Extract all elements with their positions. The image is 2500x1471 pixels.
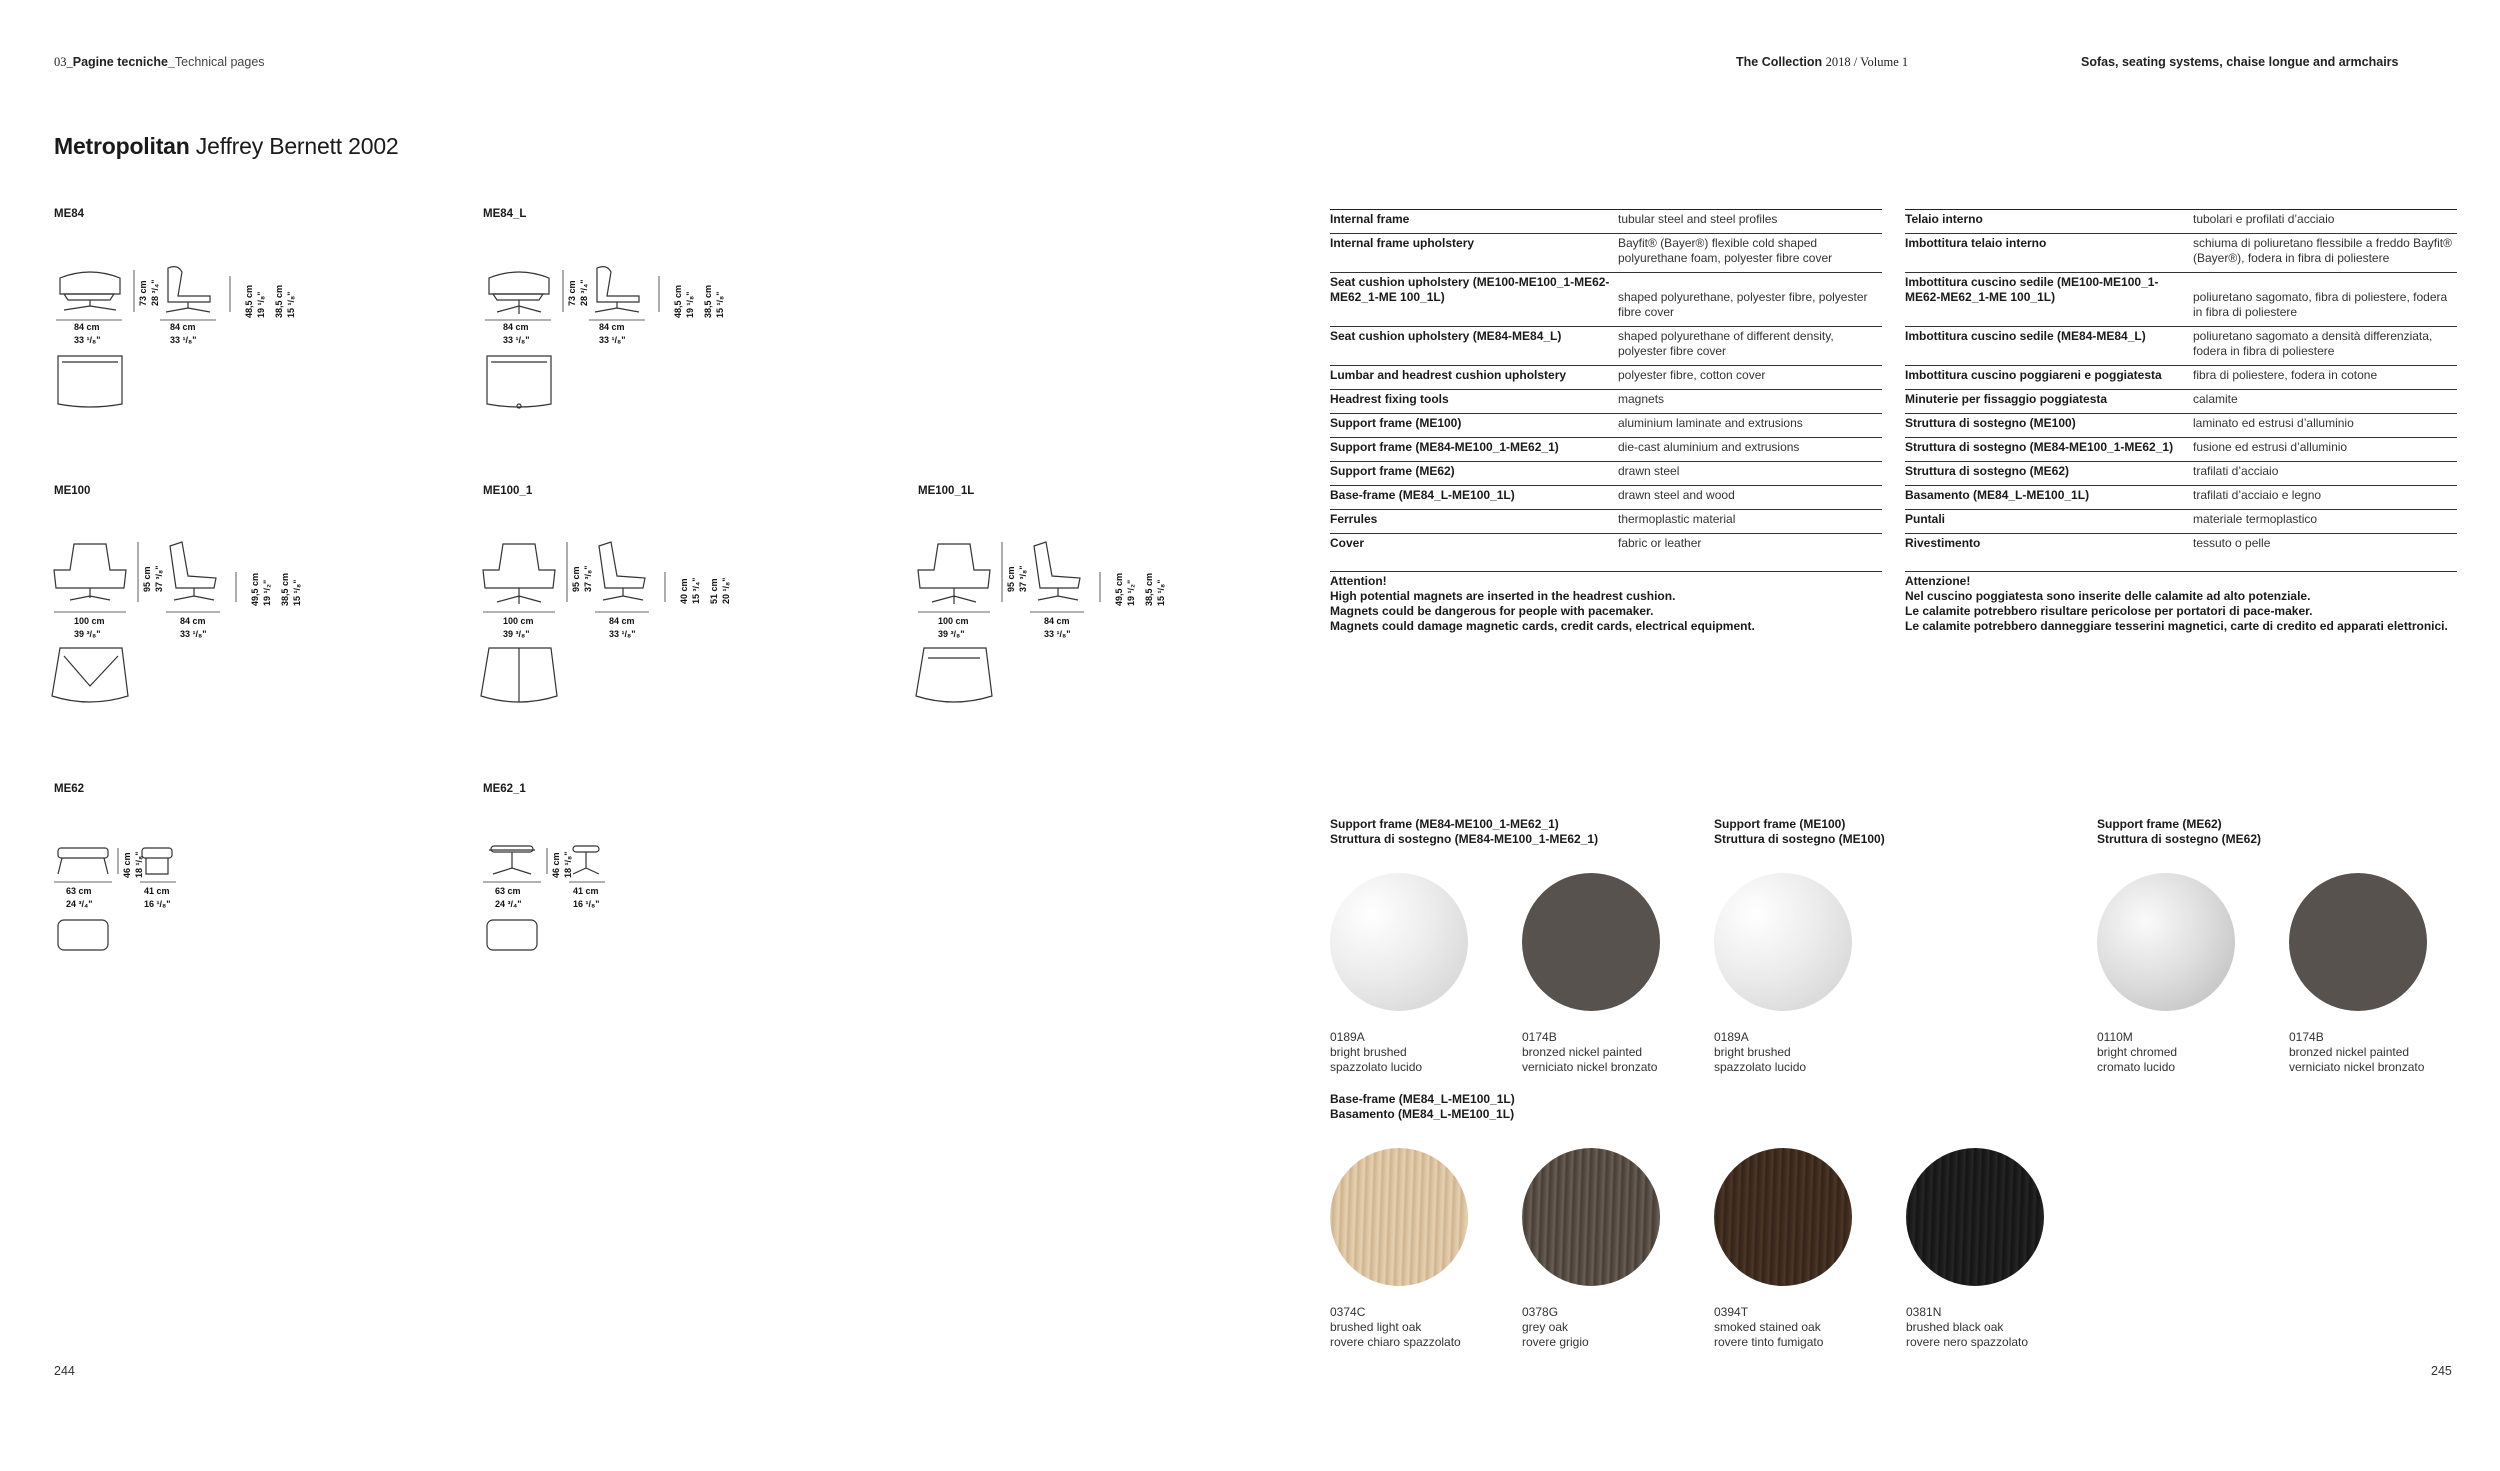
section-title: Pagine tecniche_ [72, 55, 175, 69]
swatch-name-it: rovere tinto fumigato [1714, 1335, 1824, 1349]
spec-key: Puntali [1905, 512, 1946, 526]
dim-arm-in: 15 ¹/₈" [715, 291, 725, 318]
dim-width-in: 24 ³/₄" [495, 899, 522, 909]
drawing-me100 [50, 536, 330, 716]
dim-height-in: 28 ³/₄" [579, 279, 589, 306]
dim-depth-in: 33 ¹/₈" [1044, 629, 1071, 639]
spec-row [1905, 485, 2457, 509]
magnet-warning-en [1330, 571, 1882, 634]
header-category [2081, 55, 2399, 69]
finish-swatch [1330, 873, 1510, 1075]
finish-group-title-it: Struttura di sostegno (ME62) [2097, 832, 2262, 846]
spec-value: laminato ed estrusi d’alluminio [2193, 416, 2354, 430]
swatch-label [1714, 1305, 1894, 1350]
dim-height: 95 cm [1006, 566, 1016, 592]
dim-width: 100 cm [503, 616, 534, 626]
swatch-code: 0110M [2097, 1030, 2133, 1044]
swatch-circle [2097, 873, 2235, 1011]
spec-row [1330, 413, 1882, 437]
product-designer: Jeffrey Bernett 2002 [195, 133, 399, 159]
spec-key: Imbottitura cuscino sedile (ME84-ME84_L) [1905, 329, 2146, 343]
dim-height: 95 cm [571, 566, 581, 592]
section-subtitle: Technical pages [174, 55, 265, 69]
spec-row [1330, 485, 1882, 509]
spec-row [1905, 326, 2457, 365]
spec-value: trafilati d’acciaio [2193, 464, 2279, 478]
spec-row [1330, 509, 1882, 533]
spec-value: calamite [2193, 392, 2238, 406]
spec-key: Struttura di sostegno (ME100) [1905, 416, 2076, 430]
dim-seat-in: 19 ¹/₂" [262, 579, 272, 606]
dim-height-in: 18 ¹/₈" [134, 851, 144, 878]
page-number-left: 244 [54, 1364, 75, 1378]
dim-seat: 40 cm [679, 578, 689, 604]
model-code-me84: ME84 [54, 208, 85, 220]
dim-arm-in: 15 ¹/₈" [292, 579, 302, 606]
dim-width-in: 33 ¹/₈" [503, 335, 530, 345]
swatch-name-en: bronzed nickel painted [1522, 1045, 1643, 1059]
spec-value: fibra di poliestere, fodera in cotone [2193, 368, 2378, 382]
dim-depth-in: 16 ¹/₈" [144, 899, 171, 909]
spec-value: drawn steel [1618, 464, 1680, 478]
spec-value: fabric or leather [1618, 536, 1702, 550]
finish-group-title [2097, 817, 2261, 847]
spec-key: Struttura di sostegno (ME84-ME100_1-ME62_1) [1905, 440, 2174, 454]
finish-group-title [1330, 1092, 1515, 1122]
swatch-code: 0381N [1906, 1305, 1942, 1319]
swatch-code: 0174B [2289, 1030, 2324, 1044]
drawing-me84 [50, 256, 320, 416]
swatch-code: 0394T [1714, 1305, 1749, 1319]
dim-arm-in: 15 ¹/₈" [1156, 579, 1166, 606]
spec-value: drawn steel and wood [1618, 488, 1735, 502]
finish-group-title-it: Struttura di sostegno (ME100) [1714, 832, 1885, 846]
dim-width-in: 39 ³/₈" [74, 629, 101, 639]
section-number: 03_ [54, 55, 73, 69]
swatch-label [1330, 1030, 1510, 1075]
warning-line: Le calamite potrebbero danneggiare tesserini magnetici, carte di credito ed apparati elettronici. [1905, 619, 2448, 633]
swatch-circle [1330, 873, 1468, 1011]
spec-key: Base-frame (ME84_L-ME100_1L) [1330, 488, 1515, 502]
warning-line: High potential magnets are inserted in the headrest cushion. [1330, 589, 1676, 603]
dim-depth: 84 cm [170, 322, 196, 332]
dim-height: 73 cm [567, 280, 577, 306]
dim-height: 46 cm [122, 852, 132, 878]
swatch-circle [2289, 873, 2427, 1011]
swatch-code: 0189A [1714, 1030, 1749, 1044]
spec-value: die-cast aluminium and extrusions [1618, 440, 1800, 454]
dim-width-in: 39 ³/₈" [938, 629, 965, 639]
swatch-label [1906, 1305, 2086, 1350]
swatch-label [1714, 1030, 1894, 1075]
spec-row [1330, 272, 1882, 326]
swatch-name-it: verniciato nickel bronzato [1522, 1060, 1658, 1074]
dim-width: 100 cm [74, 616, 105, 626]
spec-table-en [1330, 209, 1882, 634]
swatch-circle [1330, 1148, 1468, 1286]
magnet-warning-it [1905, 571, 2457, 634]
swatch-name-en: brushed light oak [1330, 1320, 1422, 1334]
model-code-me84-l: ME84_L [483, 208, 527, 220]
dim-height: 46 cm [551, 852, 561, 878]
spec-row [1330, 533, 1882, 571]
spec-row [1330, 365, 1882, 389]
swatch-name-it: rovere grigio [1522, 1335, 1589, 1349]
dim-seat: 49,5 cm [250, 572, 260, 606]
swatch-circle [1522, 873, 1660, 1011]
dim-height-in: 28 ³/₄" [150, 279, 160, 306]
model-code-me100-1: ME100_1 [483, 485, 533, 497]
spec-key: Seat cushion upholstery (ME84-ME84_L) [1330, 329, 1562, 343]
dim-arm-in: 15 ¹/₈" [286, 291, 296, 318]
spec-key: Ferrules [1330, 512, 1378, 526]
dim-depth-in: 33 ¹/₈" [609, 629, 636, 639]
spec-value: schiuma di poliuretano flessibile a freddo Bayfit® (Bayer®), fodera in fibra di poliestere [2193, 236, 2452, 265]
swatch-name-en: bright brushed [1330, 1045, 1407, 1059]
dim-width: 63 cm [495, 886, 521, 896]
dim-width-in: 33 ¹/₈" [74, 335, 101, 345]
spec-row [1905, 437, 2457, 461]
spec-key: Imbottitura cuscino poggiareni e poggiatesta [1905, 368, 2162, 382]
dim-depth: 84 cm [599, 322, 625, 332]
dim-arm: 38,5 cm [274, 284, 284, 318]
spec-key: Support frame (ME62) [1330, 464, 1455, 478]
dim-height: 73 cm [138, 280, 148, 306]
finish-group-title-en: Support frame (ME100) [1714, 817, 1846, 831]
spec-key: Seat cushion upholstery (ME100-ME100_1-ME62-ME62_1-ME 100_1L) [1330, 275, 1610, 304]
finish-swatch [1714, 873, 1894, 1075]
dim-depth-in: 16 ¹/₈" [573, 899, 600, 909]
dim-seat-in: 19 ¹/₈" [685, 291, 695, 318]
swatch-name-en: smoked stained oak [1714, 1320, 1821, 1334]
spec-key: Support frame (ME100) [1330, 416, 1462, 430]
dim-seat-in: 19 ¹/₂" [1126, 579, 1136, 606]
dim-seat-in: 15 ³/₄" [691, 577, 701, 604]
dim-height: 95 cm [142, 566, 152, 592]
spec-value: shaped polyurethane, polyester fibre, polyester fibre cover [1618, 290, 1868, 319]
dim-width: 84 cm [503, 322, 529, 332]
spec-value: poliuretano sagomato a densità differenziata, fodera in fibra di poliestere [2193, 329, 2433, 358]
spec-value: aluminium laminate and extrusions [1618, 416, 1803, 430]
dim-depth: 84 cm [180, 616, 206, 626]
page-number-right: 245 [2431, 1364, 2452, 1378]
finish-swatch [1522, 873, 1702, 1075]
swatch-name-it: rovere nero spazzolato [1906, 1335, 2029, 1349]
warning-line: Le calamite potrebbero risultare pericolose per portatori di pace-maker. [1905, 604, 2313, 618]
dim-depth: 84 cm [609, 616, 635, 626]
spec-value: fusione ed estrusi d’alluminio [2193, 440, 2348, 454]
spec-row [1905, 365, 2457, 389]
spec-key: Imbottitura cuscino sedile (ME100-ME100_1-ME62-ME62_1-ME 100_1L) [1905, 275, 2159, 304]
swatch-circle [1906, 1148, 2044, 1286]
spec-row [1905, 509, 2457, 533]
dim-depth: 41 cm [144, 886, 170, 896]
spec-value: poliuretano sagomato, fibra di poliestere, fodera in fibra di poliestere [2193, 290, 2448, 319]
finish-group-title-it: Basamento (ME84_L-ME100_1L) [1330, 1107, 1515, 1121]
spec-row [1330, 389, 1882, 413]
drawing-me62 [52, 840, 252, 960]
swatch-name-en: bronzed nickel painted [2289, 1045, 2410, 1059]
dim-seat: 48,5 cm [244, 284, 254, 318]
warning-title: Attenzione! [1905, 574, 1971, 588]
swatch-code: 0374C [1330, 1305, 1366, 1319]
dim-seat: 49,5 cm [1114, 572, 1124, 606]
spec-key: Internal frame upholstery [1330, 236, 1475, 250]
drawing-me62-1 [481, 840, 681, 960]
spec-table-it [1905, 209, 2457, 634]
spec-value: thermoplastic material [1618, 512, 1736, 526]
spec-value: Bayfit® (Bayer®) flexible cold shaped polyurethane foam, polyester fibre cover [1618, 236, 1833, 265]
drawing-me100-1 [479, 536, 759, 716]
spec-key: Support frame (ME84-ME100_1-ME62_1) [1330, 440, 1559, 454]
swatch-code: 0378G [1522, 1305, 1559, 1319]
finish-group-title-en: Base-frame (ME84_L-ME100_1L) [1330, 1092, 1515, 1106]
dim-height-in: 37 ³/₈" [154, 565, 164, 592]
spec-key: Headrest fixing tools [1330, 392, 1449, 406]
spec-row [1330, 437, 1882, 461]
spec-row [1905, 533, 2457, 571]
dim-width-in: 39 ³/₈" [503, 629, 530, 639]
dim-width-in: 24 ³/₄" [66, 899, 93, 909]
category-label: Sofas, seating systems, chaise longue and armchairs [2081, 55, 2399, 69]
spec-row [1330, 326, 1882, 365]
spec-value: materiale termoplastico [2193, 512, 2318, 526]
spec-key: Imbottitura telaio interno [1905, 236, 2047, 250]
header-section [54, 55, 265, 70]
dim-height-in: 37 ³/₈" [1018, 565, 1028, 592]
model-code-me100: ME100 [54, 485, 91, 497]
swatch-name-it: spazzolato lucido [1714, 1060, 1807, 1074]
spec-row [1330, 209, 1882, 233]
dim-width: 63 cm [66, 886, 92, 896]
dim-depth-in: 33 ¹/₈" [180, 629, 207, 639]
finish-swatch [1330, 1148, 1510, 1350]
swatch-label [1522, 1305, 1702, 1350]
dim-depth: 41 cm [573, 886, 599, 896]
spec-value: shaped polyurethane of different density, polyester fibre cover [1618, 329, 1834, 358]
swatch-name-en: brushed black oak [1906, 1320, 2004, 1334]
warning-line: Nel cuscino poggiatesta sono inserite delle calamite ad alto potenziale. [1905, 589, 2311, 603]
swatch-name-en: grey oak [1522, 1320, 1569, 1334]
swatch-label [2289, 1030, 2469, 1075]
spec-row [1905, 209, 2457, 233]
dim-height-in: 18 ¹/₈" [563, 851, 573, 878]
dim-arm: 38,5 cm [1144, 572, 1154, 606]
spec-row [1905, 413, 2457, 437]
swatch-name-it: cromato lucido [2097, 1060, 2176, 1074]
dim-arm: 38,5 cm [703, 284, 713, 318]
swatch-circle [1522, 1148, 1660, 1286]
finish-group-title-en: Support frame (ME84-ME100_1-ME62_1) [1330, 817, 1559, 831]
finish-swatch [1522, 1148, 1702, 1350]
swatch-circle [1714, 873, 1852, 1011]
dim-seat-in: 19 ¹/₈" [256, 291, 266, 318]
spec-row [1905, 233, 2457, 272]
warning-title: Attention! [1330, 574, 1387, 588]
finish-group-title-it: Struttura di sostegno (ME84-ME100_1-ME62_1) [1330, 832, 1599, 846]
spec-key: Struttura di sostegno (ME62) [1905, 464, 2070, 478]
swatch-circle [1714, 1148, 1852, 1286]
dim-depth: 84 cm [1044, 616, 1070, 626]
dim-height-in: 37 ³/₈" [583, 565, 593, 592]
swatch-name-it: verniciato nickel bronzato [2289, 1060, 2425, 1074]
spec-key: Internal frame [1330, 212, 1410, 226]
swatch-name-it: spazzolato lucido [1330, 1060, 1423, 1074]
spec-value: tubular steel and steel profiles [1618, 212, 1778, 226]
swatch-name-en: bright chromed [2097, 1045, 2178, 1059]
dim-arm: 51 cm [709, 578, 719, 604]
spec-key: Cover [1330, 536, 1365, 550]
product-name: Metropolitan [54, 133, 190, 159]
swatch-label [1522, 1030, 1702, 1075]
collection-volume: 2018 / Volume 1 [1825, 55, 1909, 69]
finish-swatch [1714, 1148, 1894, 1350]
spec-value: polyester fibre, cotton cover [1618, 368, 1766, 382]
spec-row [1330, 233, 1882, 272]
dim-width: 100 cm [938, 616, 969, 626]
dim-arm-in: 20 ¹/₈" [721, 577, 731, 604]
spec-value: magnets [1618, 392, 1665, 406]
warning-line: Magnets could be dangerous for people with pacemaker. [1330, 604, 1654, 618]
drawing-me84-l [479, 256, 749, 416]
finish-swatch [1906, 1148, 2086, 1350]
drawing-me100-1l [914, 536, 1194, 716]
spec-key: Lumbar and headrest cushion upholstery [1330, 368, 1567, 382]
spec-key: Minuterie per fissaggio poggiatesta [1905, 392, 2108, 406]
spec-key: Rivestimento [1905, 536, 1981, 550]
swatch-label [1330, 1305, 1510, 1350]
finish-swatch [2097, 873, 2277, 1075]
finish-group-title [1714, 817, 1885, 847]
swatch-label [2097, 1030, 2277, 1075]
dim-arm: 38,5 cm [280, 572, 290, 606]
dim-width: 84 cm [74, 322, 100, 332]
model-code-me62: ME62 [54, 783, 85, 795]
swatch-name-it: rovere chiaro spazzolato [1330, 1335, 1461, 1349]
dim-seat: 48,5 cm [673, 284, 683, 318]
spec-row [1905, 389, 2457, 413]
spec-row [1905, 272, 2457, 326]
dim-depth-in: 33 ¹/₈" [170, 335, 197, 345]
finish-group-title-en: Support frame (ME62) [2097, 817, 2222, 831]
finish-swatch [2289, 873, 2469, 1075]
swatch-code: 0189A [1330, 1030, 1365, 1044]
warning-line: Magnets could damage magnetic cards, credit cards, electrical equipment. [1330, 619, 1755, 633]
spec-key: Basamento (ME84_L-ME100_1L) [1905, 488, 2090, 502]
collection-label: The Collection [1736, 55, 1823, 69]
spec-value: trafilati d’acciaio e legno [2193, 488, 2322, 502]
model-code-me62-1: ME62_1 [483, 783, 526, 795]
swatch-name-en: bright brushed [1714, 1045, 1791, 1059]
spec-value: tessuto o pelle [2193, 536, 2271, 550]
finish-group-title [1330, 817, 1598, 847]
spec-value: tubolari e profilati d’acciaio [2193, 212, 2335, 226]
model-code-me100-1l: ME100_1L [918, 485, 975, 497]
product-title [54, 133, 399, 160]
header-collection [1736, 55, 1908, 70]
swatch-code: 0174B [1522, 1030, 1557, 1044]
spec-key: Telaio interno [1905, 212, 1983, 226]
dim-depth-in: 33 ¹/₈" [599, 335, 626, 345]
spec-row [1905, 461, 2457, 485]
spec-row [1330, 461, 1882, 485]
